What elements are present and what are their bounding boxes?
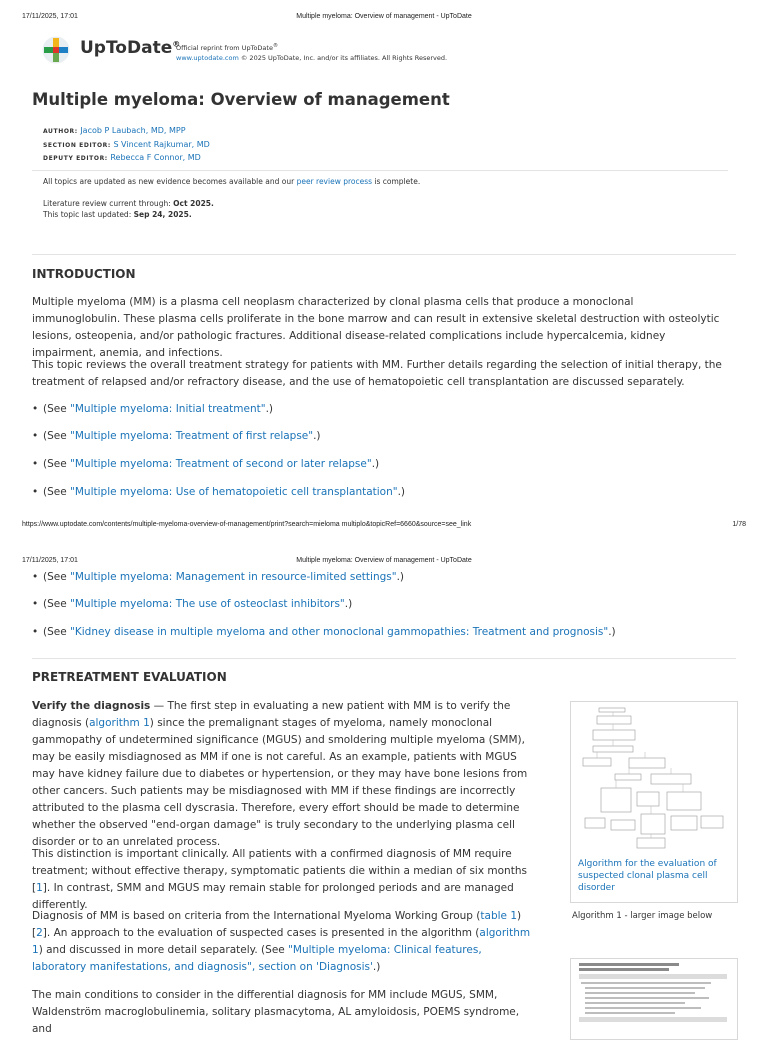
brand-name: UpToDate® <box>80 38 181 58</box>
print-datetime: 17/11/2025, 17:01 <box>22 13 78 20</box>
verify-diagnosis-paragraph: Verify the diagnosis — The first step in evaluating a new patient with MM is to verify the diagnosis (algorithm 1) since the premalignant stages of myeloma, namely monoclonal gammopathy of undetermined significance (MGUS) and smoldering multiple myeloma (SMM), may be easily misdiagnosed as MM if one is not careful. As an example, patients with MGUS may have kidney failure due to diabetes or hypertension, or they may have bone lesions from other cancers. Such patients may be misdiagnosed with MM if these findings are incorrectly attributed to the plasma cell dyscrasia. Therefore, every effort should be made to determine whether the observed "end-organ damage" is truly secondary to the underlying plasma cell disorder or to an unrelated process. <box>32 700 528 848</box>
list-item: • (See "Multiple myeloma: Treatment of second or later relapse".) <box>32 458 380 470</box>
print-datetime: 17/11/2025, 17:01 <box>22 557 78 564</box>
kidney-disease-link[interactable]: "Kidney disease in multiple myeloma and other monoclonal gammopathies: Treatment and prognosis" <box>70 626 609 638</box>
divider <box>32 170 728 171</box>
divider <box>32 254 736 255</box>
author-link[interactable]: Jacob P Laubach, MD, MPP <box>80 126 186 135</box>
credit-deputy-editor: DEPUTY EDITOR: Rebecca F Connor, MD <box>43 153 201 162</box>
review-dates: Literature review current through: Oct 2025. This topic last updated: Sep 24, 2025. <box>43 199 214 219</box>
evidence-note: All topics are updated as new evidence becomes available and our peer review process is complete. <box>43 177 421 186</box>
credit-author: AUTHOR: Jacob P Laubach, MD, MPP <box>43 126 186 135</box>
page-title: Multiple myeloma: Overview of management <box>32 90 450 109</box>
section-editor-link[interactable]: S Vincent Rajkumar, MD <box>113 139 210 149</box>
uptodate-logo-icon <box>42 36 70 64</box>
distinction-paragraph: This distinction is important clinically. All patients with a confirmed diagnosis of MM require treatment; without effective therapy, symptomatic patients die within a median of six months [1]. In contrast, SMM and MGUS may remain stable for prolonged periods and are managed differently. <box>32 848 527 911</box>
first-relapse-link[interactable]: "Multiple myeloma: Treatment of first relapse" <box>70 430 314 442</box>
algorithm-1-link[interactable]: algorithm 1 <box>32 927 531 956</box>
peer-review-link[interactable]: peer review process <box>296 177 373 186</box>
reprint-notice: Official reprint from UpToDate® www.uptodate.com © 2025 UpToDate, Inc. and/or its affiliates. All Rights Reserved. <box>176 43 448 63</box>
list-item: • (See "Multiple myeloma: The use of osteoclast inhibitors".) <box>32 598 353 610</box>
list-item: • (See "Multiple myeloma: Initial treatment".) <box>32 403 274 415</box>
credit-section-editor: SECTION EDITOR: S Vincent Rajkumar, MD <box>43 139 210 149</box>
second-relapse-link[interactable]: "Multiple myeloma: Treatment of second or later relapse" <box>70 458 372 470</box>
list-item: • (See "Multiple myeloma: Management in resource-limited settings".) <box>32 571 405 583</box>
transplantation-link[interactable]: "Multiple myeloma: Use of hematopoietic cell transplantation" <box>70 486 398 498</box>
osteoclast-inhibitors-link[interactable]: "Multiple myeloma: The use of osteoclast inhibitors" <box>70 598 345 610</box>
algorithm-1-caption[interactable]: Algorithm for the evaluation of suspected clonal plasma cell disorder <box>578 859 717 893</box>
print-url: https://www.uptodate.com/contents/multiple-myeloma-overview-of-management/print?search=mieloma multiplo&topicRef=6660&source=see_link <box>22 521 472 528</box>
table-1-thumbnail[interactable] <box>570 958 738 1040</box>
clinical-features-link[interactable]: "Multiple myeloma: Clinical features, laboratory manifestations, and diagnosis", section on 'Diagnosis' <box>32 944 482 973</box>
reference-2-link[interactable]: 2 <box>36 927 43 939</box>
intro-paragraph-2: This topic reviews the overall treatment strategy for patients with MM. Further details regarding the selection of initial therapy, the treatment of relapsed and/or refractory disease, and the use of hematopoietic cell transplantation are discussed separately. <box>32 359 722 388</box>
resource-limited-link[interactable]: "Multiple myeloma: Management in resource-limited settings" <box>70 571 397 583</box>
deputy-editor-link[interactable]: Rebecca F Connor, MD <box>110 153 201 162</box>
intro-heading: INTRODUCTION <box>32 267 136 281</box>
initial-treatment-link[interactable]: "Multiple myeloma: Initial treatment" <box>70 403 266 415</box>
algorithm-1-label: Algorithm 1 - larger image below <box>572 911 713 921</box>
intro-paragraph-1: Multiple myeloma (MM) is a plasma cell neoplasm characterized by clonal plasma cells that produce a monoclonal immunoglobulin. These plasma cells proliferate in the bone marrow and can result in extensive skeletal destruction with osteolytic lesions, osteopenia, and/or pathologic fractures. Additional disease-related complications include hypercalcemia, kidney impairment, anemia, and infections. <box>32 296 720 359</box>
list-item: • (See "Kidney disease in multiple myeloma and other monoclonal gammopathies: Treatment and prognosis".) <box>32 626 616 638</box>
table-thumbnail-icon <box>571 959 735 1029</box>
reference-1-link[interactable]: 1 <box>36 882 43 894</box>
page-number: 1/78 <box>732 521 746 528</box>
flowchart-thumbnail-icon <box>571 702 735 852</box>
algorithm-1-link[interactable]: algorithm 1 <box>89 717 150 729</box>
divider <box>32 658 736 659</box>
table-1-link[interactable]: table 1 <box>480 910 518 922</box>
diagnosis-criteria-paragraph: Diagnosis of MM is based on criteria from the International Myeloma Working Group (table 1) [2]. An approach to the evaluation of suspected cases is presented in the algorithm (algorithm 1) and discussed in more detail separately. (See "Multiple myeloma: Clinical features, laboratory manifestations, and diagnosis", section on 'Diagnosis'.) <box>32 910 531 973</box>
list-item: • (See "Multiple myeloma: Use of hematopoietic cell transplantation".) <box>32 486 406 498</box>
list-item: • (See "Multiple myeloma: Treatment of first relapse".) <box>32 430 321 442</box>
print-title: Multiple myeloma: Overview of management - UpToDate <box>296 557 472 564</box>
uptodate-site-link[interactable]: www.uptodate.com <box>176 54 239 63</box>
differential-diagnosis-paragraph: The main conditions to consider in the differential diagnosis for MM include MGUS, SMM, Waldenström macroglobulinemia, solitary plasmacytoma, AL amyloidosis, POEMS syndrome, and <box>32 989 520 1035</box>
article-credits <box>43 125 210 166</box>
print-title: Multiple myeloma: Overview of management - UpToDate <box>296 13 472 20</box>
pretreatment-heading: PRETREATMENT EVALUATION <box>32 670 227 684</box>
